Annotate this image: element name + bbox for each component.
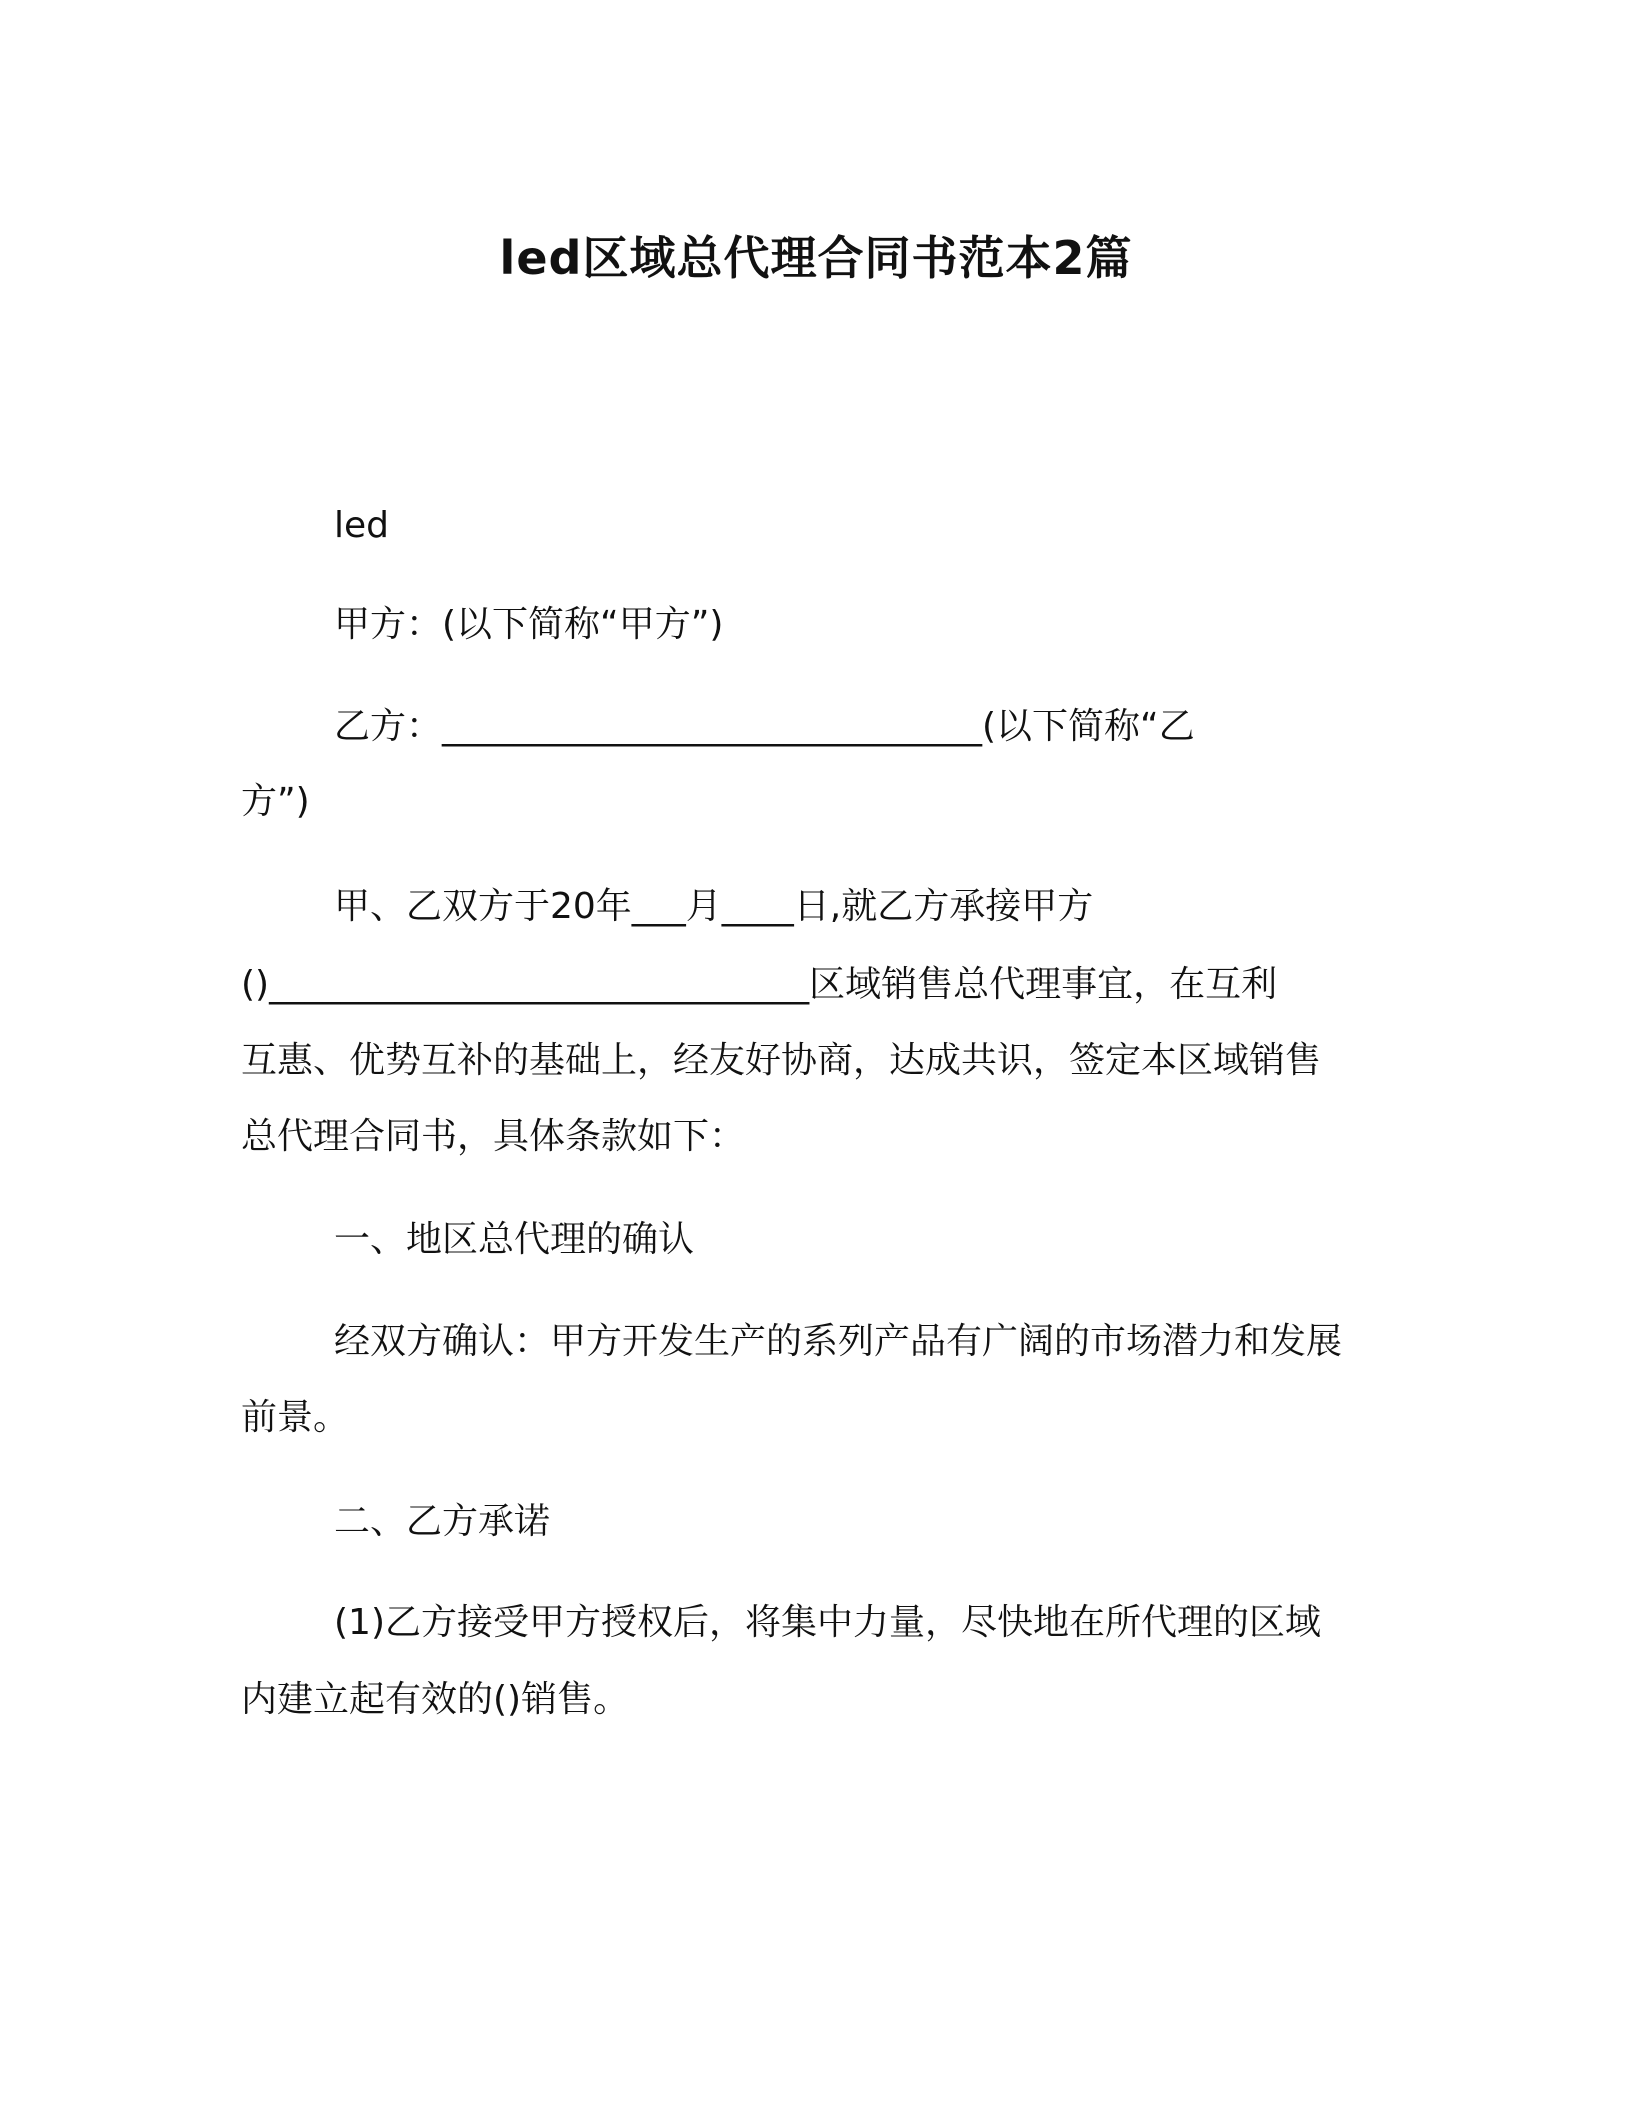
preamble-line-2: ()______________________________区域销售总代理事宜，在互利 [241,964,1278,1005]
party-b-line-cont: 方”) [241,781,310,822]
section-2-item-1-line-2: 内建立起有效的()销售。 [241,1679,630,1720]
paragraph-led: led [334,505,390,546]
section-1-heading: 一、地区总代理的确认 [334,1219,695,1260]
party-a-line: 甲方：(以下简称“甲方”) [334,604,724,645]
document-title: led区域总代理合同书范本2篇 [499,231,1133,285]
section-1-para-line-1: 经双方确认：甲方开发生产的系列产品有广阔的市场潜力和发展 [334,1321,1343,1362]
section-2-heading: 二、乙方承诺 [334,1501,551,1542]
section-1-para-line-2: 前景。 [241,1397,350,1438]
preamble-line-1: 甲、乙双方于20年___月____日,就乙方承接甲方 [334,886,1094,927]
preamble-line-4: 总代理合同书，具体条款如下： [241,1116,746,1157]
section-2-item-1-line-1: (1)乙方接受甲方授权后，将集中力量，尽快地在所代理的区域 [334,1602,1321,1643]
preamble-line-3: 互惠、优势互补的基础上，经友好协商，达成共识，签定本区域销售 [241,1040,1322,1081]
party-b-line: 乙方：______________________________(以下简称“乙 [334,706,1195,747]
